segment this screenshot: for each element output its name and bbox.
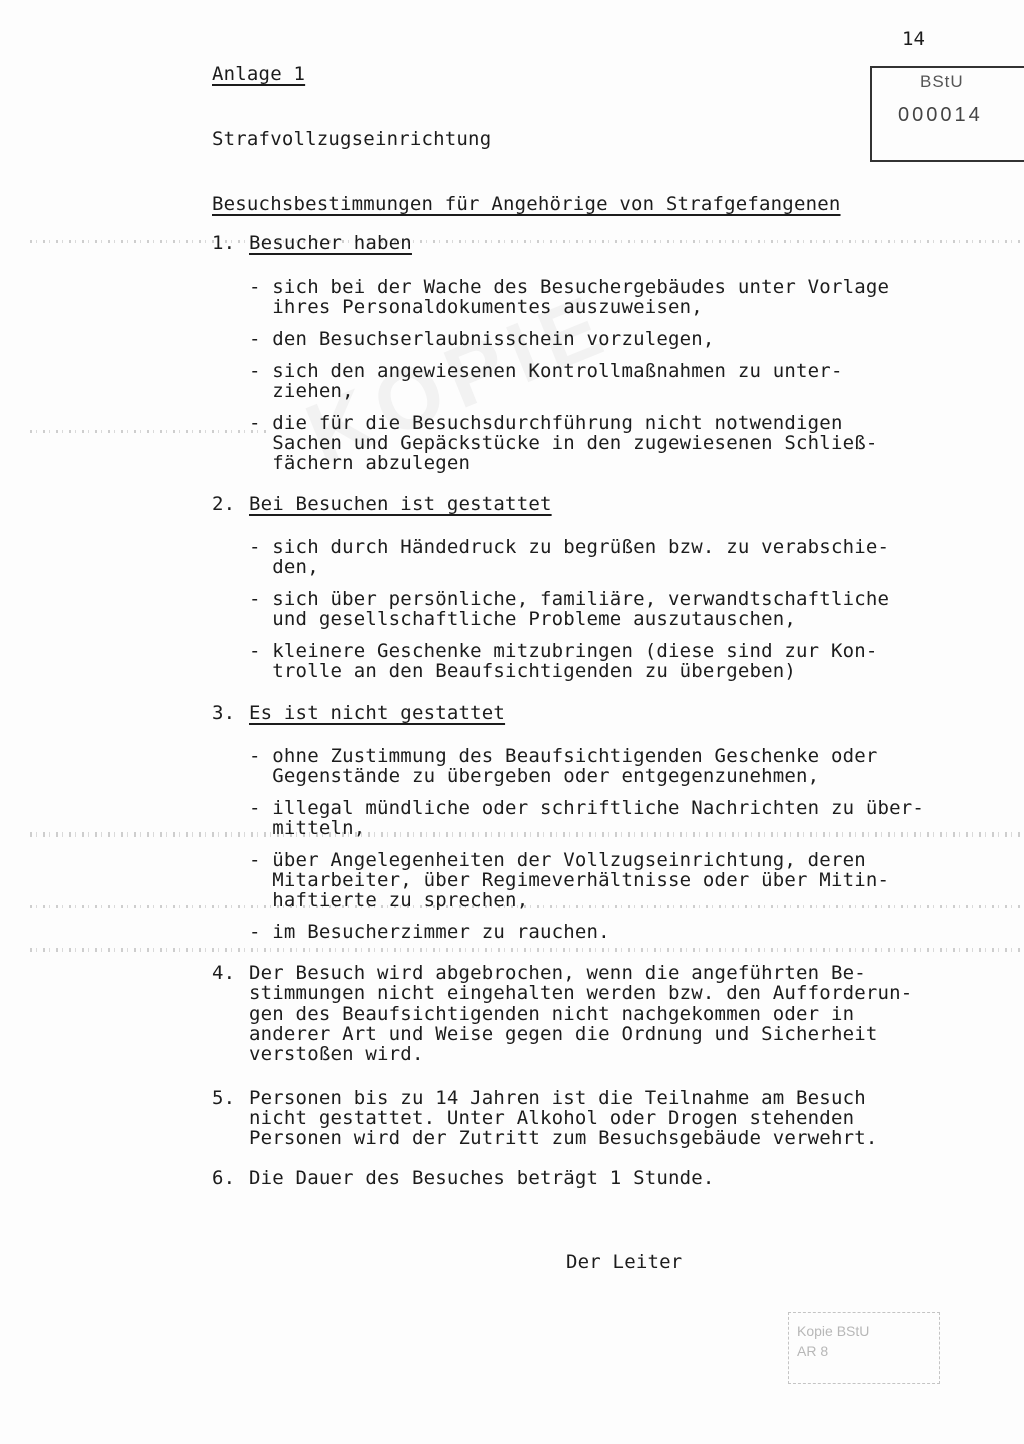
text-line: stimmungen nicht eingehalten werden bzw. den Aufforderun- bbox=[249, 982, 913, 1004]
institution-name: Strafvollzugseinrichtung bbox=[212, 128, 492, 150]
text-line: - sich den angewiesenen Kontrollmaßnahmen zu unter- bbox=[249, 360, 843, 382]
text-line: ihres Personaldokumentes auszuweisen, bbox=[249, 296, 703, 318]
item-number: 5. bbox=[212, 1087, 236, 1109]
copy-stamp bbox=[788, 1312, 940, 1384]
copy-noise-band bbox=[30, 832, 1020, 837]
copy-noise-band bbox=[30, 948, 1020, 952]
text-line: - sich bei der Wache des Besuchergebäudes unter Vorlage bbox=[249, 276, 890, 298]
archive-stamp bbox=[870, 66, 1024, 162]
text-line: - kleinere Geschenke mitzubringen (diese sind zur Kon- bbox=[249, 640, 878, 662]
text-line: Mitarbeiter, über Regimeverhältnisse oder über Mitin- bbox=[249, 869, 890, 891]
copy-stamp-line-1: Kopie BStU bbox=[797, 1323, 870, 1339]
item-number: 4. bbox=[212, 962, 236, 984]
copy-stamp-line-2: AR 8 bbox=[797, 1343, 829, 1359]
text-line: Die Dauer des Besuches beträgt 1 Stunde. bbox=[249, 1167, 715, 1189]
text-line: - sich durch Händedruck zu begrüßen bzw. zu verabschie- bbox=[249, 536, 890, 558]
text-line: - den Besuchserlaubnisschein vorzulegen, bbox=[249, 328, 715, 350]
stamp-line-1: BStU bbox=[920, 72, 964, 91]
section-number: 2. bbox=[212, 493, 236, 515]
text-line: mitteln, bbox=[249, 817, 366, 839]
copy-noise-band bbox=[30, 240, 1020, 243]
text-line: fächern abzulegen bbox=[249, 452, 471, 474]
text-line: trolle an den Beaufsichtigenden zu übergeben) bbox=[249, 660, 797, 682]
text-line: Personen bis zu 14 Jahren ist die Teilnahme am Besuch bbox=[249, 1087, 866, 1109]
copy-noise-band bbox=[30, 430, 270, 433]
item-number: 6. bbox=[212, 1167, 236, 1189]
section-title: Es ist nicht gestattet bbox=[249, 702, 506, 724]
text-line: nicht gestattet. Unter Alkohol oder Drogen stehenden bbox=[249, 1107, 855, 1129]
text-line: - sich über persönliche, familiäre, verwandtschaftliche bbox=[249, 588, 890, 610]
section-number: 1. bbox=[212, 232, 236, 254]
text-line: Personen wird der Zutritt zum Besuchsgebäude verwehrt. bbox=[249, 1127, 878, 1149]
text-line: - ohne Zustimmung des Beaufsichtigenden Geschenke oder bbox=[249, 745, 878, 767]
text-line: - über Angelegenheiten der Vollzugseinrichtung, deren bbox=[249, 849, 866, 871]
section-title: Bei Besuchen ist gestattet bbox=[249, 493, 552, 515]
document-heading: Besuchsbestimmungen für Angehörige von Strafgefangenen bbox=[212, 193, 841, 215]
text-line: - die für die Besuchsdurchführung nicht notwendigen bbox=[249, 412, 843, 434]
text-line: gen des Beaufsichtigenden nicht nachgekommen oder in bbox=[249, 1003, 855, 1025]
stamp-line-2: 000014 bbox=[898, 104, 983, 126]
annex-label: Anlage 1 bbox=[212, 63, 306, 85]
section-number: 3. bbox=[212, 702, 236, 724]
text-line: Sachen und Gepäckstücke in den zugewiesenen Schließ- bbox=[249, 432, 878, 454]
text-line: verstoßen wird. bbox=[249, 1043, 424, 1065]
text-line: den, bbox=[249, 556, 319, 578]
text-line: und gesellschaftliche Probleme auszutauschen, bbox=[249, 608, 797, 630]
signature-line: Der Leiter bbox=[566, 1251, 683, 1273]
text-line: Gegenstände zu übergeben oder entgegenzunehmen, bbox=[249, 765, 820, 787]
text-line: haftierte zu sprechen, bbox=[249, 889, 529, 911]
text-line: anderer Art und Weise gegen die Ordnung und Sicherheit bbox=[249, 1023, 878, 1045]
section-title: Besucher haben bbox=[249, 232, 412, 254]
text-line: - illegal mündliche oder schriftliche Nachrichten zu über- bbox=[249, 797, 925, 819]
text-line: ziehen, bbox=[249, 380, 354, 402]
text-line: Der Besuch wird abgebrochen, wenn die angeführten Be- bbox=[249, 962, 866, 984]
text-line: - im Besucherzimmer zu rauchen. bbox=[249, 921, 610, 943]
page-number: 14 bbox=[902, 28, 925, 50]
